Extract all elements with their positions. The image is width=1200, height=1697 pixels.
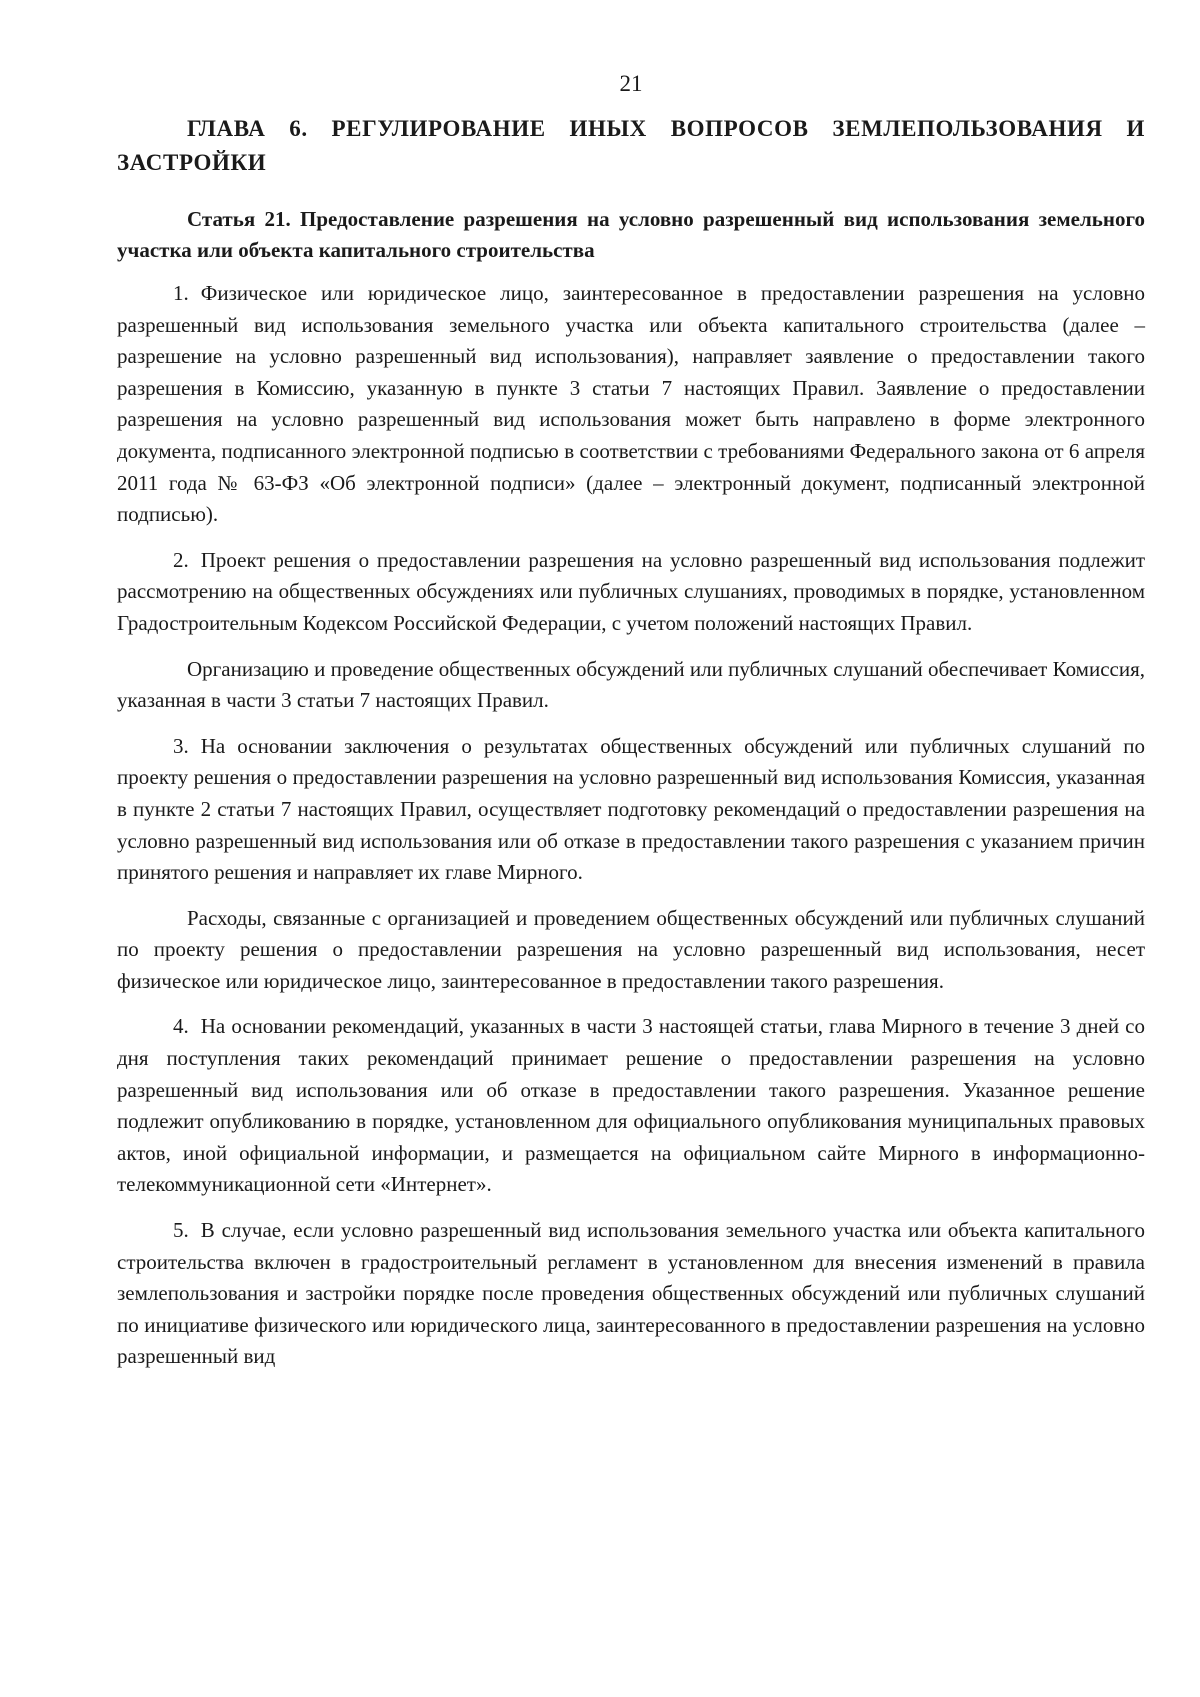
- paragraph-3-continued: [117, 903, 1145, 998]
- paragraph-text: Организацию и проведение общественных обсуждений или публичных слушаний обеспечивает Комиссия, указанная в части 3 статьи 7 настоящих Правил.: [117, 656, 1145, 713]
- paragraph-number: 5.: [173, 1218, 189, 1243]
- page-number: 21: [619, 71, 643, 96]
- paragraph-text: Физическое или юридическое лицо, заинтересованное в предоставлении разрешения на условно разрешенный вид использования земельного участка или объекта капитального строительства (далее – разрешение на условно разрешенный вид использования), направляет заявление о предоставлении такого разрешения в Комиссию, указанную в пункте 3 статьи 7 настоящих Правил. Заявление о предоставлении разрешения на условно разрешенный вид использования может быть направлено в форме электронного документа, подписанного электронной подписью в соответствии с требованиями Федерального закона от 6 апреля 2011 года № 63-ФЗ «Об электронной подписи» (далее – электронный документ, подписанный электронной подписью).: [117, 281, 1145, 527]
- paragraph-4: [117, 1011, 1145, 1201]
- article-title: Статья 21. Предоставление разрешения на условно разрешенный вид использования земельного участка или объекта капитального строительства: [117, 207, 1145, 262]
- paragraph-text: Расходы, связанные с организацией и проведением общественных обсуждений или публичных слушаний по проекту решения о предоставлении разрешения на условно разрешенный вид использования, несет физическое или юридическое лицо, заинтересованное в предоставлении такого разрешения.: [117, 905, 1145, 993]
- paragraph-number: 1.: [173, 281, 189, 305]
- paragraph-number: 3.: [173, 733, 189, 758]
- paragraph-text: На основании рекомендаций, указанных в части 3 настоящей статьи, глава Мирного в течение 3 дней со дня поступления таких рекомендаций принимает решение о предоставлении разрешения на условно разрешенный вид использования или об отказе в предоставлении такого разрешения. Указанное решение подлежит опубликованию в порядке, установленном для официального опубликования муниципальных правовых актов, иной официальной информации, и размещается на официальном сайте Мирного в информационно-телекоммуникационной сети «Интернет».: [117, 1014, 1145, 1197]
- paragraph-3: [117, 731, 1145, 889]
- document-page: [117, 70, 1145, 1387]
- paragraph-number: 2.: [173, 547, 189, 572]
- chapter-title: ГЛАВА 6. РЕГУЛИРОВАНИЕ ИНЫХ ВОПРОСОВ ЗЕМЛЕПОЛЬЗОВАНИЯ И ЗАСТРОЙКИ: [117, 116, 1145, 175]
- paragraph-text: На основании заключения о результатах общественных обсуждений или публичных слушаний по проекту решения о предоставлении разрешения на условно разрешенный вид использования Комиссия, указанная в пункте 2 статьи 7 настоящих Правил, осуществляет подготовку рекомендаций о предоставлении разрешения на условно разрешенный вид использования или об отказе в предоставлении такого разрешения с указанием причин принятого решения и направляет их главе Мирного.: [117, 733, 1145, 885]
- paragraph-text: В случае, если условно разрешенный вид использования земельного участка или объекта капитального строительства включен в градостроительный регламент в установленном для внесения изменений в правила землепользования и застройки порядке после проведения общественных обсуждений или публичных слушаний по инициативе физического или юридического лица, заинтересованного в предоставлении разрешения на условно разрешенный вид: [117, 1218, 1145, 1369]
- paragraph-text: Проект решения о предоставлении разрешения на условно разрешенный вид использования подлежит рассмотрению на общественных обсуждениях или публичных слушаниях, проводимых в порядке, установленном Градостроительным Кодексом Российской Федерации, с учетом положений настоящих Правил.: [117, 547, 1145, 635]
- paragraph-2-continued: [117, 654, 1145, 717]
- paragraph-5: [117, 1215, 1145, 1373]
- paragraph-2: [117, 545, 1145, 640]
- paragraph-1: [117, 278, 1145, 531]
- paragraph-number: 4.: [173, 1014, 189, 1039]
